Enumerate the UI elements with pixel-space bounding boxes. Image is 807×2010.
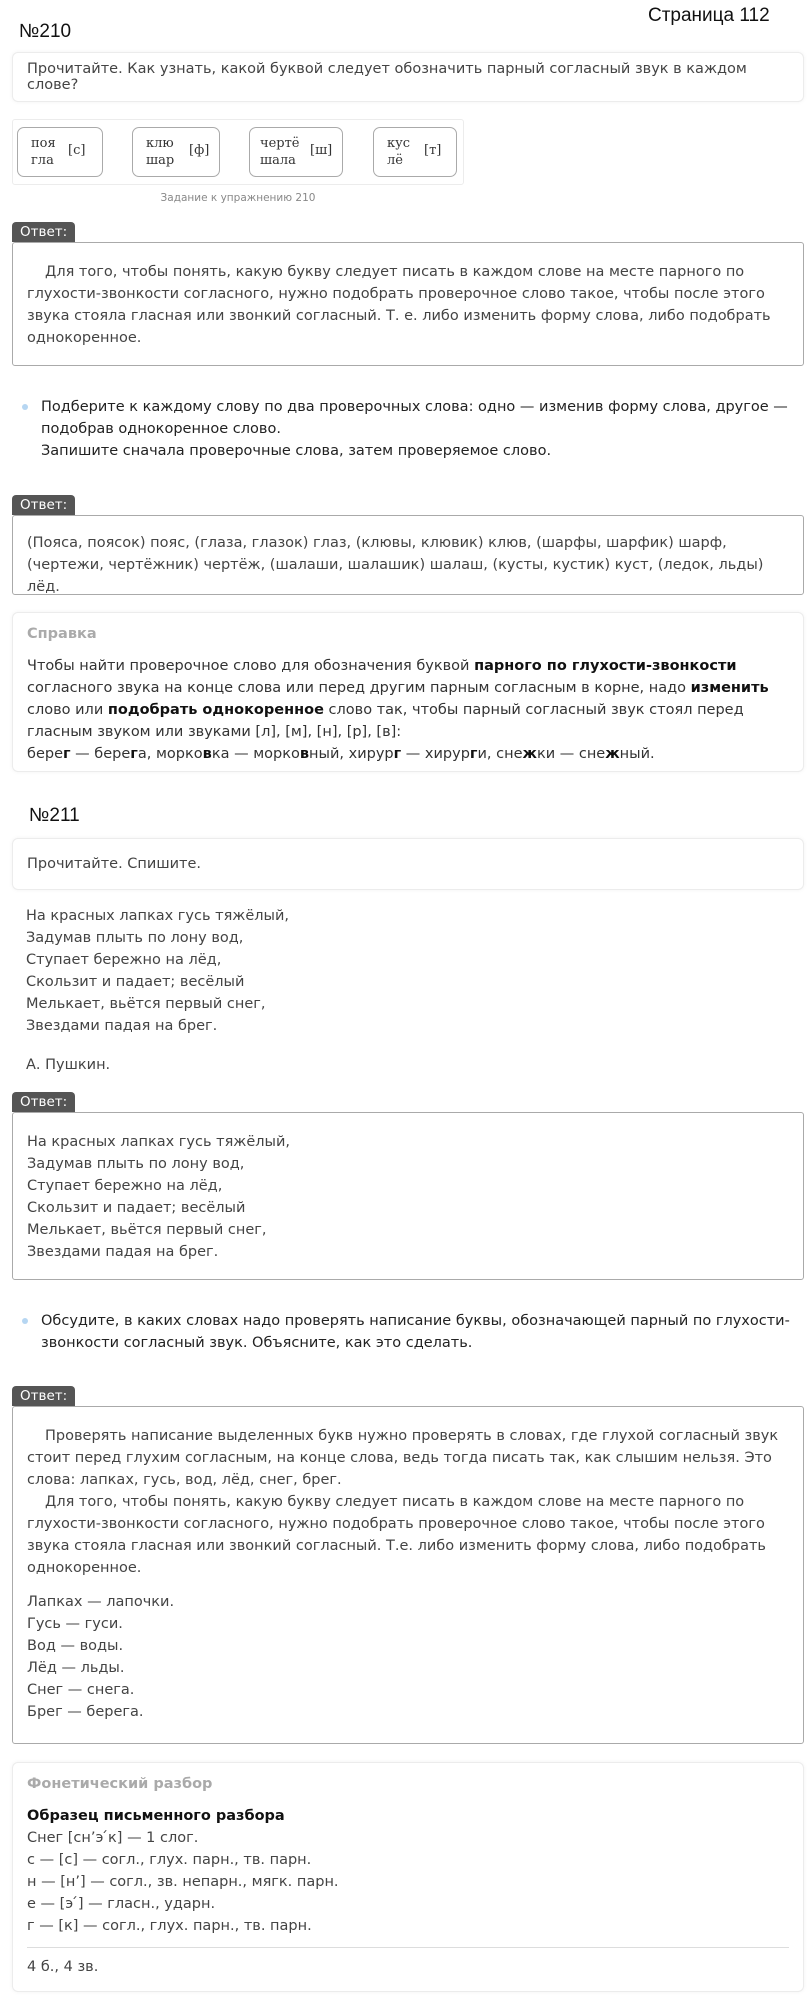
answer-text: (Пояса, поясок) пояс, (глаза, глазок) глаз, (клювы, клювик) клюв, (шарфы, шарфик) шарф, (чертежи, чертёжник) чертёж, (шалаши, шалашик) шалаш, (кусты, кустик) куст, (ледок, льды) лёд. — [27, 535, 764, 595]
card-word-top: поя — [31, 136, 56, 151]
phonetic-line: Снег [сн’э ́к] — 1 слог. — [27, 1830, 199, 1846]
word-card — [132, 127, 220, 177]
phonetic-box — [12, 1762, 804, 1992]
reference-examples: берег — берега, морковка — морковный, хирург — хирурги, снежки — снежный. — [27, 746, 655, 762]
answer-text: На красных лапках гусь тяжёлый, Задумав плыть по лону вод, Ступает бережно на лёд, Скользит и падает; весёлый Мелькает, вьётся первый снег, Звездами падая на брег. — [27, 1134, 291, 1260]
card-word-top: кус — [387, 136, 411, 151]
word-card — [249, 127, 343, 177]
answer-label: Ответ: — [12, 1092, 75, 1112]
card-word-top: чертё — [260, 136, 300, 151]
answer-box-210-2 — [12, 515, 804, 595]
bullet-dot-icon — [22, 404, 28, 410]
card-word-bottom: шала — [260, 153, 296, 168]
word-card — [373, 127, 457, 177]
task-text-210: Прочитайте. Как узнать, какой буквой следует обозначить парный согласный звук в каждом слове? — [27, 61, 747, 93]
answer-label: Ответ: — [12, 222, 75, 242]
poem-text: На красных лапках гусь тяжёлый, Задумав плыть по лону вод, Ступает бережно на лёд, Скользит и падает; весёлый Мелькает, вьётся первый снег, Звездами падая на брег. — [26, 908, 290, 1034]
exercise-number-210: №210 — [19, 21, 72, 42]
task-box-210 — [12, 52, 804, 102]
answer-label: Ответ: — [12, 495, 75, 515]
task-bullet-211 — [22, 1310, 794, 1358]
phonetic-line: г — [к] — согл., глух. парн., тв. парн. — [27, 1918, 312, 1934]
answer-paragraph-2: Для того, чтобы понять, какую букву следует писать в каждом слове на месте парного по глухости-звонкости согласного, нужно подобрать проверочное слово такое, чтобы после этого звука стояла гласная или звонкий согласный. Т.е. либо изменить форму слова, либо подобрать однокоренное. — [27, 1494, 766, 1576]
answer-box-210-1 — [12, 242, 804, 366]
bullet-dot-icon — [22, 1318, 28, 1324]
card-sound: [ф] — [189, 143, 210, 158]
bullet-text: Подберите к каждому слову по два проверочных слова: одно — изменив форму слова, другое — подобрав однокоренное слово. Запишите сначала проверочные слова, затем проверяемое слово. — [41, 399, 788, 459]
card-word-top: клю — [146, 136, 174, 151]
phonetic-subtitle: Образец письменного разбора — [27, 1808, 285, 1824]
phonetic-summary: 4 б., 4 зв. — [27, 1959, 99, 1975]
card-word-bottom: лё — [387, 153, 403, 168]
image-caption: Задание к упражнению 210 — [160, 192, 316, 204]
phonetic-line: с — [с] — согл., глух. парн., тв. парн. — [27, 1852, 312, 1868]
card-word-bottom: шар — [146, 153, 175, 168]
card-sound: [с] — [68, 143, 86, 158]
answer-box-211-2 — [12, 1406, 804, 1744]
answer-label: Ответ: — [12, 1386, 75, 1406]
reference-title: Справка — [27, 626, 97, 642]
card-sound: [т] — [424, 143, 442, 158]
card-word-bottom: гла — [31, 153, 54, 168]
answer-paragraph-1: Проверять написание выделенных букв нужно проверять в словах, где глухой согласный звук стоит перед глухим согласным, на конце слова, ведь тогда писать так, как слышим нельзя. Это слова: лапках, гусь, вод, лёд, снег, брег. — [27, 1428, 779, 1488]
divider — [27, 1947, 789, 1948]
bullet-text: Обсудите, в каких словах надо проверять написание буквы, обозначающей парный по глухости-звонкости согласный звук. Объясните, как это сделать. — [41, 1313, 790, 1351]
task-text-211: Прочитайте. Спишите. — [27, 856, 202, 872]
word-cards-strip — [12, 119, 464, 185]
task-box-211 — [12, 838, 804, 890]
page-label: Страница 112 — [648, 5, 770, 26]
word-card — [17, 127, 103, 177]
answer-text: Для того, чтобы понять, какую букву следует писать в каждом слове на месте парного по глухости-звонкости согласного, нужно подобрать проверочное слово такое, чтобы после этого звука стояла гласная или звонкий согласный. Т. е. либо изменить форму слова, либо подобрать однокоренное. — [27, 264, 771, 346]
phonetic-line: н — [н’] — согл., зв. непарн., мягк. парн. — [27, 1874, 339, 1890]
card-sound: [ш] — [310, 143, 333, 158]
answer-word-list: Лапках — лапочки. Гусь — гуси. Вод — воды. Лёд — льды. Снег — снега. Брег — берега. — [27, 1594, 175, 1720]
answer-box-211-1 — [12, 1112, 804, 1280]
phonetic-line: е — [э ́] — гласн., ударн. — [27, 1896, 216, 1912]
phonetic-title: Фонетический разбор — [27, 1776, 213, 1792]
task-bullet-210 — [22, 396, 794, 466]
reference-text: Чтобы найти проверочное слово для обозначения буквой парного по глухости-звонкости согласного звука на конце слова или перед другим парным согласным в корне, надо изменить слово или подобрать однокоренное слово так, чтобы парный согласный звук стоял перед гласным звуком или звуками [л], [м], [н], [р], [в]: — [27, 658, 769, 740]
exercise-number-211: №211 — [29, 805, 80, 826]
reference-box — [12, 612, 804, 772]
poem-author: А. Пушкин. — [26, 1057, 111, 1073]
